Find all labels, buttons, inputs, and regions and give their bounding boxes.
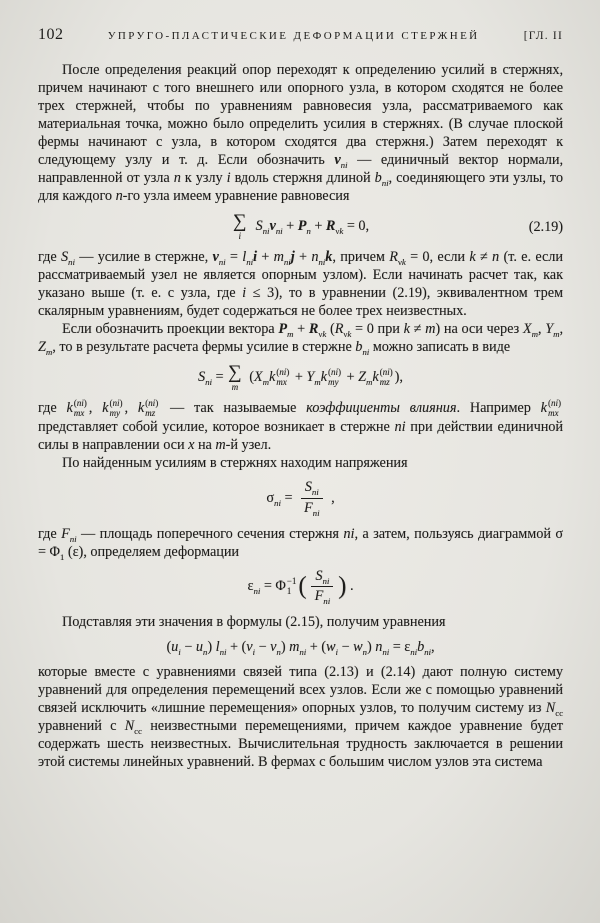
equation-stress-body: $\sigma_{ni}$ = $\frac{S_{ni}}{F_{ni}}$ , <box>266 479 335 518</box>
paragraph-1: После определения реакций опор переходят к определению усилий в стержнях, причем начинают с того внешнего или опорного узла, в котором сходятся не более трех стержней, чтобы по уравнениям равновесия узла, рассматриваемого как материальная точка, можно было определить усилия в стержнях. (В случае плоской фермы начинают с узла, в котором сходятся два стержня.) Затем переходят к следующему узлу и т. д. Если обозначить $\nu_{ni}$ — единичный вектор нормали, направленной от узла n к узлу i вдоль стержня длиной $b_{ni}$, соединяющего эти узлы, то для каждого n-го узла имеем уравнение равновесия <box>38 62 563 204</box>
equation-displacement-body: $(u_i - u_n) l_{ni} + (v_i - v_n) m_{ni} + (w_i - w_n) n_{ni} = \varepsilon_{ni}b_{ni}$, <box>166 639 435 657</box>
equation-strain-body: $\varepsilon_{ni} = \Phi$ −1 1 ( $\frac{S_{ni}}{F_{ni}}$ ) . <box>247 567 354 607</box>
paragraph-4: где k (ni) mx , k (ni) my , k (ni) mz — так называемые коэффициенты влияния. Например k (ni) mx представляет собой усилие, которое возникает в стержне ni при действии единичной силы в направлении оси x на m-й узел. <box>38 398 563 454</box>
paragraph-2: где $S_{ni}$ — усилие в стержне, $\nu_{ni} = l_{ni}i + m_{ni}j + n_{ni}k$, причем $R_{\nu k} = 0$, если k ≠ n (т. е. если рассматриваемый узел не является опорным узлом). Если начинать расчет так, как указано выше (т. е. с узла, где i ≤ 3), то в уравнении (2.19), эквивалентном трем скалярным уравнениям, будет содержаться не более трех неизвестных. <box>38 249 563 319</box>
equation-stress <box>38 479 563 518</box>
page-number: 102 <box>38 26 64 43</box>
equation-strain <box>38 568 563 607</box>
running-title: УПРУГО-ПЛАСТИЧЕСКИЕ ДЕФОРМАЦИИ СТЕРЖНЕЙ <box>107 30 480 42</box>
equation-2-19-number: (2.19) <box>528 218 563 235</box>
paragraph-6: где $F_{ni}$ — площадь поперечного сечения стержня ni, а затем, пользуясь диаграммой $\sigma = \Phi_1$ (ε), определяем деформации <box>38 525 563 562</box>
equation-displacement <box>38 638 563 656</box>
equation-2-19-body: ∑ i $S_{ni}\nu_{ni} + P_n + R_{\nu k} = 0$, <box>232 211 370 241</box>
page-body <box>38 61 563 771</box>
paragraph-8: которые вместе с уравнениями связей типа (2.13) и (2.14) дают полную систему уравнений для определения перемещений всех узлов. Если же с помощью уравнений связей исключить «лишние перемещения» опорных узлов, то получим систему из $N_{сс}$ уравнений с $N_{сс}$ неизвестными перемещениями, причем каждое уравнение будет содержать шесть неизвестных. Вычислительная трудность заключается в решении этой системы линейных уравнений. В фермах с большим числом узлов эта система <box>38 664 563 771</box>
equation-influence-coefficients <box>38 363 563 392</box>
paragraph-7: Подставляя эти значения в формулы (2.15), получим уравнения <box>62 614 446 631</box>
paragraph-3: Если обозначить проекции вектора $P_m + R_{\nu k}$ ($R_{\nu k} = 0$ при k ≠ m) на оси через $X_m$, $Y_m$, $Z_m$, то в результате расчета фермы усилие в стержне $b_{ni}$ можно записать в виде <box>38 321 563 357</box>
equation-2-19 <box>38 212 563 241</box>
equation-influence-coefficients-body: $S_{ni}$ = ∑ m ($X_mk$ (ni) mx + $Y_mk$ (ni) my + $Z_mk$ (ni) mz ), <box>198 362 403 392</box>
running-header <box>38 26 563 44</box>
paragraph-5: По найденным усилиям в стержнях находим напряжения <box>62 455 408 472</box>
chapter-label: [ГЛ. II <box>523 30 563 42</box>
